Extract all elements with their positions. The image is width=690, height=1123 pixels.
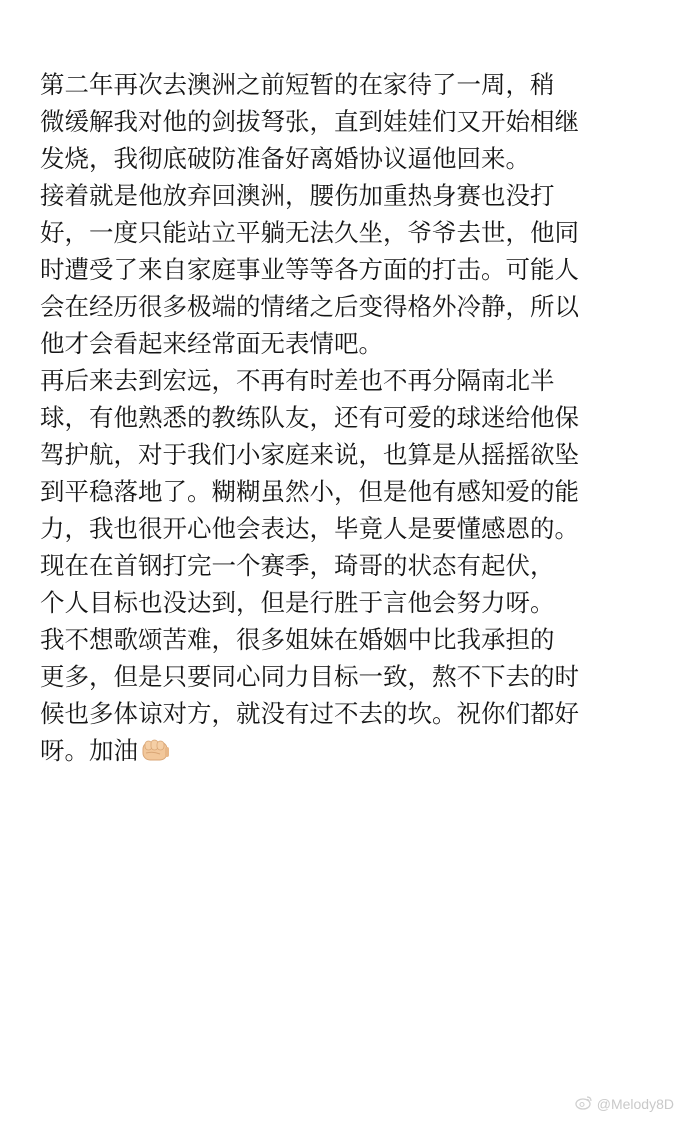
- text-line: 会在经历很多极端的情绪之后变得格外冷静，所以: [40, 292, 579, 321]
- text-line: 时遭受了来自家庭事业等等各方面的打击。可能人: [40, 255, 579, 284]
- text-line: 球，有他熟悉的教练队友，还有可爱的球迷给他保: [40, 403, 579, 432]
- paragraph-4: [40, 547, 655, 621]
- weibo-icon: [575, 1095, 593, 1113]
- text-line-last-text: 呀。加油: [40, 736, 138, 765]
- text-line: 候也多体谅对方，就没有过不去的坎。祝你们都好: [40, 699, 579, 728]
- paragraph-1: [40, 66, 655, 177]
- text-line: 个人目标也没达到，但是行胜于言他会努力呀。: [40, 588, 555, 617]
- text-line: 更多，但是只要同心同力目标一致，熬不下去的时: [40, 662, 579, 691]
- article-body: [40, 66, 655, 769]
- text-line: 再后来去到宏远，不再有时差也不再分隔南北半: [40, 366, 555, 395]
- fist-bump-icon: [141, 737, 171, 763]
- text-line: 到平稳落地了。糊糊虽然小，但是他有感知爱的能: [40, 477, 579, 506]
- text-line: 好，一度只能站立平躺无法久坐，爷爷去世，他同: [40, 218, 579, 247]
- text-line-last: [40, 732, 655, 769]
- text-line: 发烧，我彻底破防准备好离婚协议逼他回来。: [40, 144, 530, 173]
- text-line: 力，我也很开心他会表达，毕竟人是要懂感恩的。: [40, 514, 579, 543]
- text-line: 接着就是他放弃回澳洲，腰伤加重热身赛也没打: [40, 181, 555, 210]
- watermark: [575, 1095, 674, 1113]
- text-line: 现在在首钢打完一个赛季，琦哥的状态有起伏，: [40, 551, 555, 580]
- text-line: 他才会看起来经常面无表情吧。: [40, 329, 383, 358]
- text-line: 我不想歌颂苦难，很多姐妹在婚姻中比我承担的: [40, 625, 555, 654]
- text-line: 驾护航，对于我们小家庭来说，也算是从摇摇欲坠: [40, 440, 579, 469]
- text-line: 第二年再次去澳洲之前短暂的在家待了一周，稍: [40, 70, 555, 99]
- watermark-text: @Melody8D: [596, 1096, 674, 1112]
- paragraph-2: [40, 177, 655, 362]
- text-line: 微缓解我对他的剑拔弩张，直到娃娃们又开始相继: [40, 107, 579, 136]
- paragraph-5: [40, 621, 655, 769]
- paragraph-3: [40, 362, 655, 547]
